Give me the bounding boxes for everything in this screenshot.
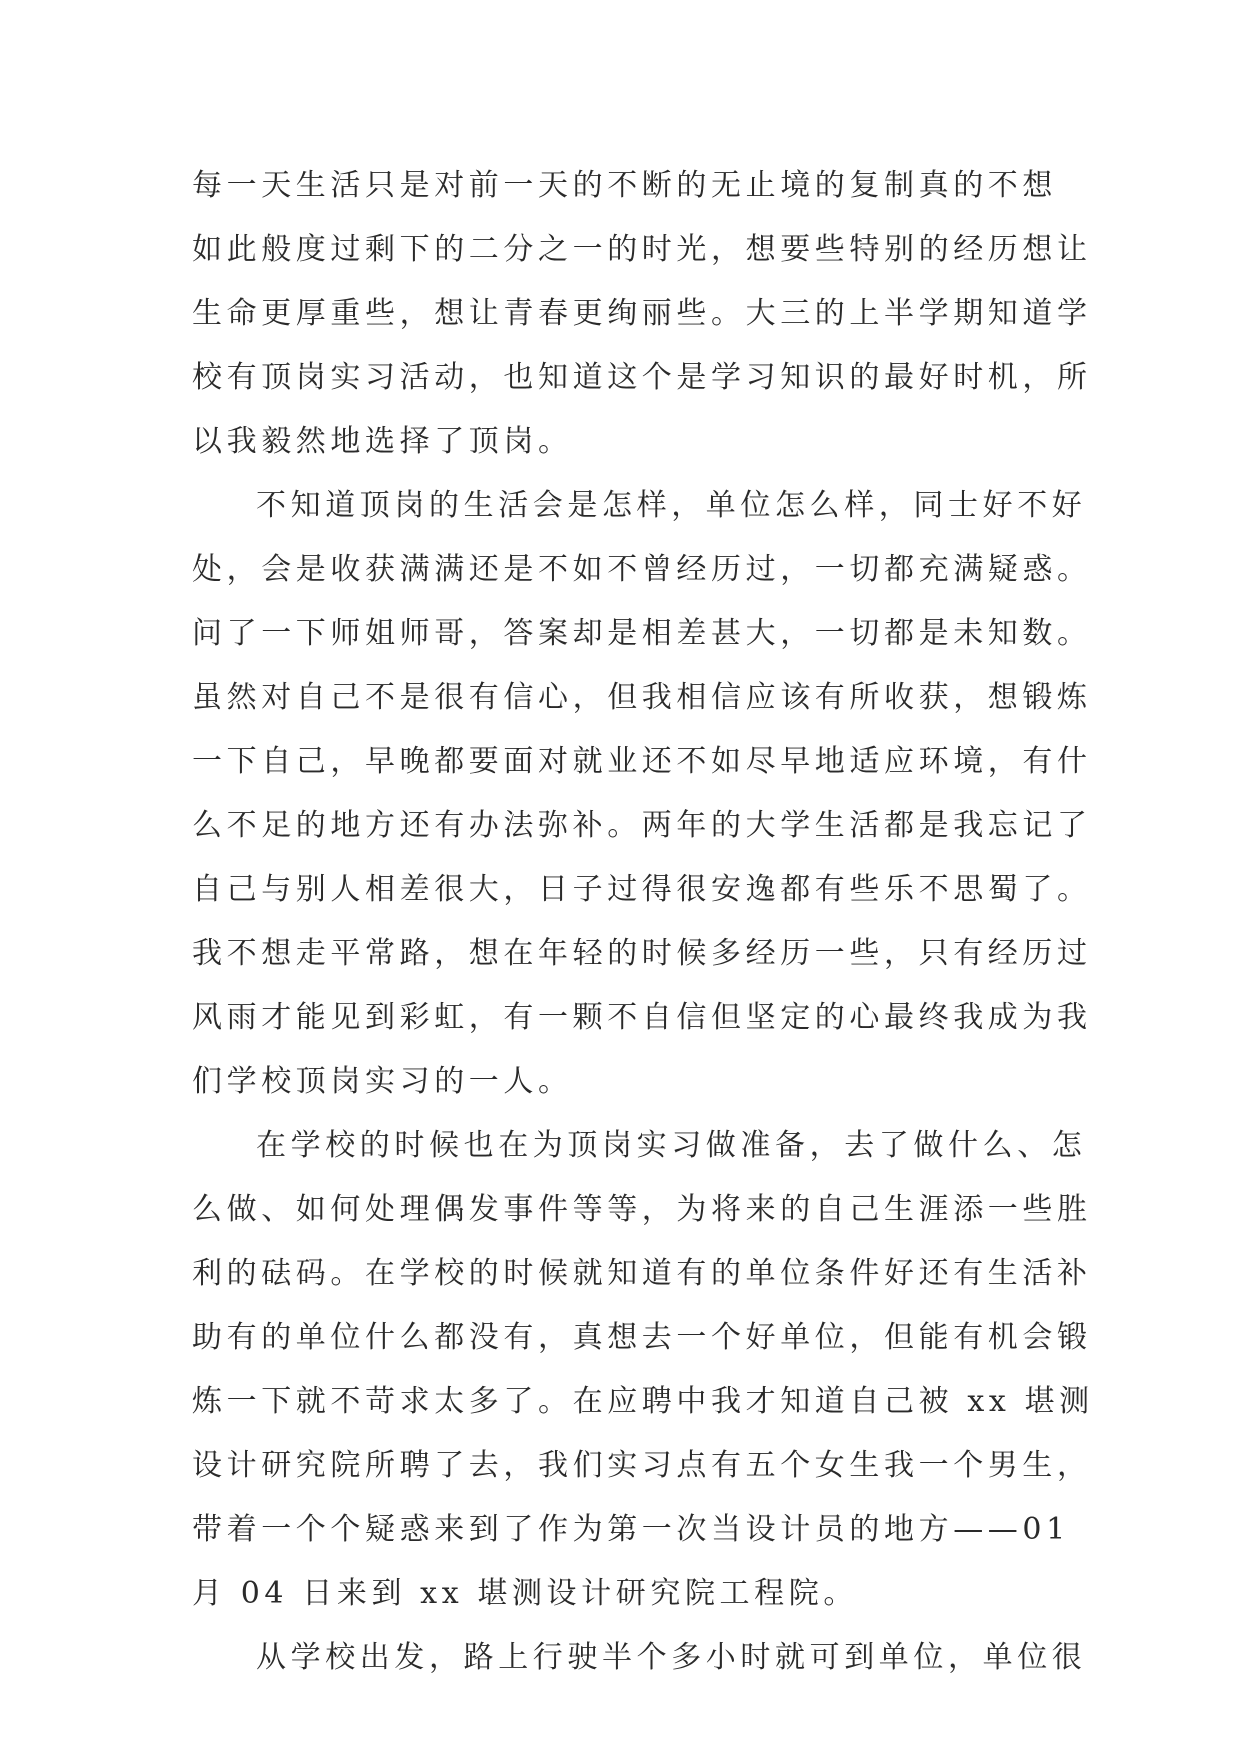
text-line: 们学校顶岗实习的一人。 bbox=[192, 1064, 573, 1099]
text-line: 风雨才能见到彩虹，有一颗不自信但坚定的心最终我成为我 bbox=[192, 1000, 1092, 1035]
text-line: 月 04 日来到 xx 堪测设计研究院工程院。 bbox=[192, 1576, 858, 1611]
text-line: 虽然对自己不是很有信心，但我相信应该有所收获，想锻炼 bbox=[192, 680, 1092, 715]
document-body bbox=[192, 154, 1094, 1690]
text-line: 校有顶岗实习活动，也知道这个是学习知识的最好时机，所 bbox=[192, 360, 1092, 395]
text-line: 问了一下师姐师哥，答案却是相差甚大，一切都是未知数。 bbox=[192, 616, 1092, 651]
text-line: 么不足的地方还有办法弥补。两年的大学生活都是我忘记了 bbox=[192, 808, 1092, 843]
text-line: 带着一个个疑惑来到了作为第一次当设计员的地方——01 bbox=[192, 1512, 1070, 1547]
paragraph-first-line: 不知道顶岗的生活会是怎样，单位怎么样，同士好不好 bbox=[256, 488, 1087, 523]
text-line: 处，会是收获满满还是不如不曾经历过，一切都充满疑惑。 bbox=[192, 552, 1092, 587]
text-line: 以我毅然地选择了顶岗。 bbox=[192, 424, 573, 459]
text-line: 么做、如何处理偶发事件等等，为将来的自己生涯添一些胜 bbox=[192, 1192, 1092, 1227]
text-line: 利的砝码。在学校的时候就知道有的单位条件好还有生活补 bbox=[192, 1256, 1092, 1291]
text-line: 一下自己，早晚都要面对就业还不如尽早地适应环境，有什 bbox=[192, 744, 1092, 779]
paragraph-first-line: 在学校的时候也在为顶岗实习做准备，去了做什么、怎 bbox=[256, 1128, 1087, 1163]
text-line: 自己与别人相差很大，日子过得很安逸都有些乐不思蜀了。 bbox=[192, 872, 1092, 907]
text-line: 每一天生活只是对前一天的不断的无止境的复制真的不想 bbox=[192, 168, 1057, 203]
text-line: 炼一下就不苛求太多了。在应聘中我才知道自己被 xx 堪测 bbox=[192, 1384, 1094, 1419]
text-line: 我不想走平常路，想在年轻的时候多经历一些，只有经历过 bbox=[192, 936, 1092, 971]
text-line: 如此般度过剩下的二分之一的时光，想要些特别的经历想让 bbox=[192, 232, 1092, 267]
text-line: 助有的单位什么都没有，真想去一个好单位，但能有机会锻 bbox=[192, 1320, 1092, 1355]
text-line: 设计研究院所聘了去，我们实习点有五个女生我一个男生， bbox=[192, 1448, 1092, 1483]
text-line: 生命更厚重些，想让青春更绚丽些。大三的上半学期知道学 bbox=[192, 296, 1092, 331]
paragraph-first-line: 从学校出发，路上行驶半个多小时就可到单位，单位很 bbox=[256, 1640, 1087, 1675]
